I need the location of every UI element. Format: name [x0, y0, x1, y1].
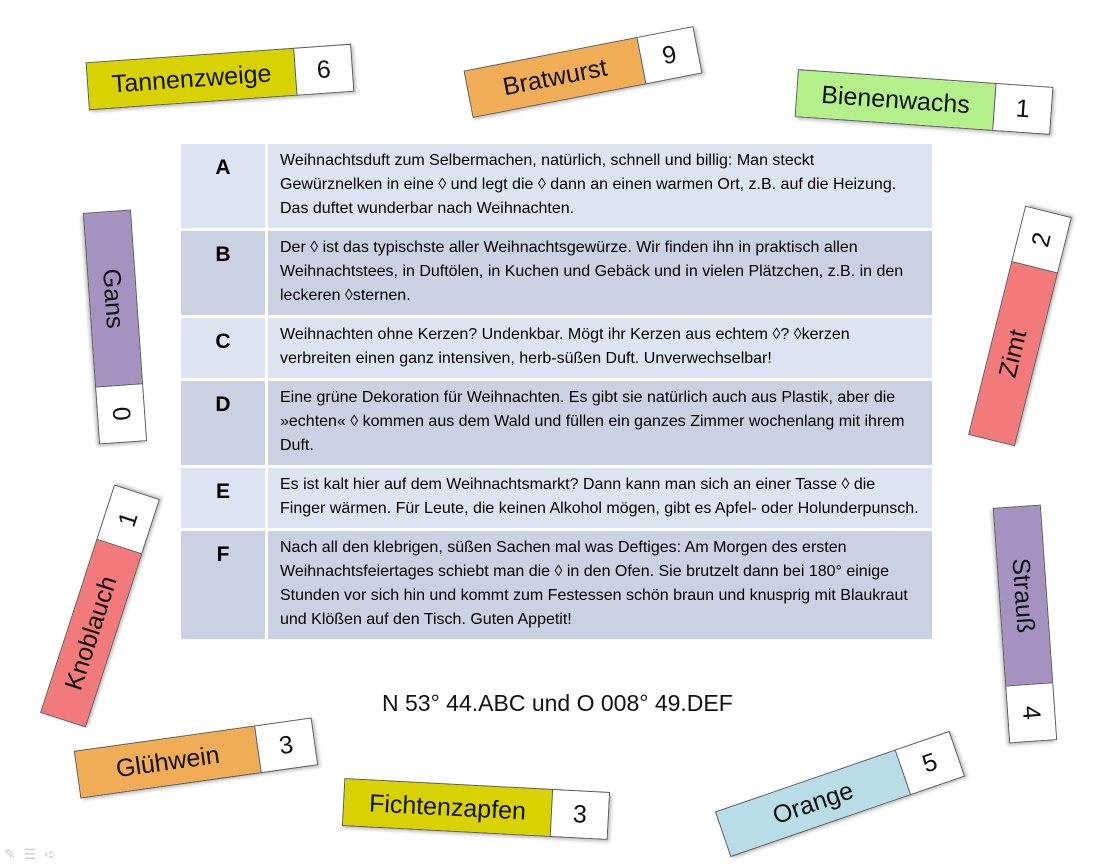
next-arrow-icon[interactable]: ➪ — [44, 846, 57, 862]
pen-icon[interactable]: ✎ — [4, 846, 16, 862]
riddle-letter: C — [181, 318, 268, 378]
card-word: Strauß — [994, 506, 1052, 686]
riddle-text: Weihnachtsduft zum Selbermachen, natürlich, schnell und billig: Man steckt Gewürznelken in eine ◊ und legt die ◊ dann an einen warmen Ort, z.B. auf die Heizung. Das duftet wunderbar nach Weihnachten. — [268, 144, 932, 228]
riddle-table — [181, 141, 932, 642]
card-strauss — [993, 505, 1057, 744]
card-word: Bratwurst — [465, 38, 646, 117]
card-gans — [83, 210, 147, 445]
card-number: 4 — [1006, 682, 1056, 742]
riddle-letter: B — [181, 231, 268, 315]
riddle-letter: F — [181, 531, 268, 639]
riddle-row-c — [181, 318, 932, 378]
card-bienenwachs — [795, 69, 1054, 135]
card-number: 1 — [97, 486, 158, 554]
riddle-text: Eine grüne Dekoration für Weihnachten. Es gibt sie natürlich auch aus Plastik, aber die »echten« ◊ kommen aus dem Wald und füllen ein ganzes Zimmer wochenlang mit ihrem Duft. — [268, 381, 932, 465]
card-zimt — [968, 206, 1072, 447]
slideshow-toolbar[interactable] — [4, 846, 56, 863]
riddle-row-d — [181, 381, 932, 465]
card-number: 0 — [96, 383, 146, 443]
riddle-text: Der ◊ ist das typischste aller Weihnachtsgewürze. Wir finden ihn in praktisch allen Weihnachtstees, in Duftölen, in Kuchen und Gebäck und in vielen Plätzchen, z.B. in den leckeren ◊sternen. — [268, 231, 932, 315]
riddle-text: Nach all den klebrigen, süßen Sachen mal was Deftiges: Am Morgen des ersten Weihnachtsfeiertages schiebt man die ◊ in den Ofen. Sie brutzelt dann bei 180° einige Stunden vor sich hin und kommt zum Festessen schön braun und knusprig mit Blaukraut und Klößen auf den Tisch. Guten Appetit! — [268, 531, 932, 639]
card-bratwurst — [464, 26, 703, 118]
riddle-letter: D — [181, 381, 268, 465]
card-word: Zimt — [969, 262, 1056, 445]
card-number: 9 — [637, 27, 702, 83]
riddle-row-e — [181, 468, 932, 528]
card-number: 5 — [895, 732, 964, 794]
menu-icon[interactable]: ☰ — [23, 846, 37, 862]
card-number: 2 — [1012, 207, 1070, 273]
card-word: Knoblauch — [41, 540, 141, 726]
card-word: Orange — [716, 751, 910, 856]
riddle-row-b — [181, 231, 932, 315]
card-tannenzweige — [86, 44, 355, 110]
card-number: 3 — [550, 790, 609, 839]
card-word: Bienenwachs — [796, 70, 996, 130]
card-gluehwein — [74, 718, 318, 799]
riddle-row-f — [181, 531, 932, 639]
card-word: Gans — [84, 211, 142, 387]
riddle-text: Weihnachten ohne Kerzen? Undenkbar. Mögt ihr Kerzen aus echtem ◊? ◊kerzen verbreiten einen ganz intensiven, herb-süßen Duft. Unverwechselbar! — [268, 318, 932, 378]
card-number: 6 — [293, 45, 353, 95]
riddle-row-a — [181, 144, 932, 228]
card-word: Tannenzweige — [87, 49, 297, 109]
card-word: Glühwein — [75, 727, 261, 798]
card-word: Fichtenzapfen — [343, 779, 552, 836]
card-orange — [715, 731, 965, 857]
card-fichtenzapfen — [342, 778, 610, 840]
riddle-text: Es ist kalt hier auf dem Weihnachtsmarkt? Dann kann man sich an einer Tasse ◊ die Finger wärmen. Für Leute, die keinen Alkohol mögen, gibt es Apfel- oder Holunderpunsch. — [268, 468, 932, 528]
card-knoblauch — [40, 484, 160, 727]
card-number: 1 — [992, 84, 1052, 134]
riddle-letter: A — [181, 144, 268, 228]
coordinates-text: N 53° 44.ABC und O 008° 49.DEF — [382, 690, 733, 716]
card-number: 3 — [254, 719, 317, 772]
riddle-letter: E — [181, 468, 268, 528]
